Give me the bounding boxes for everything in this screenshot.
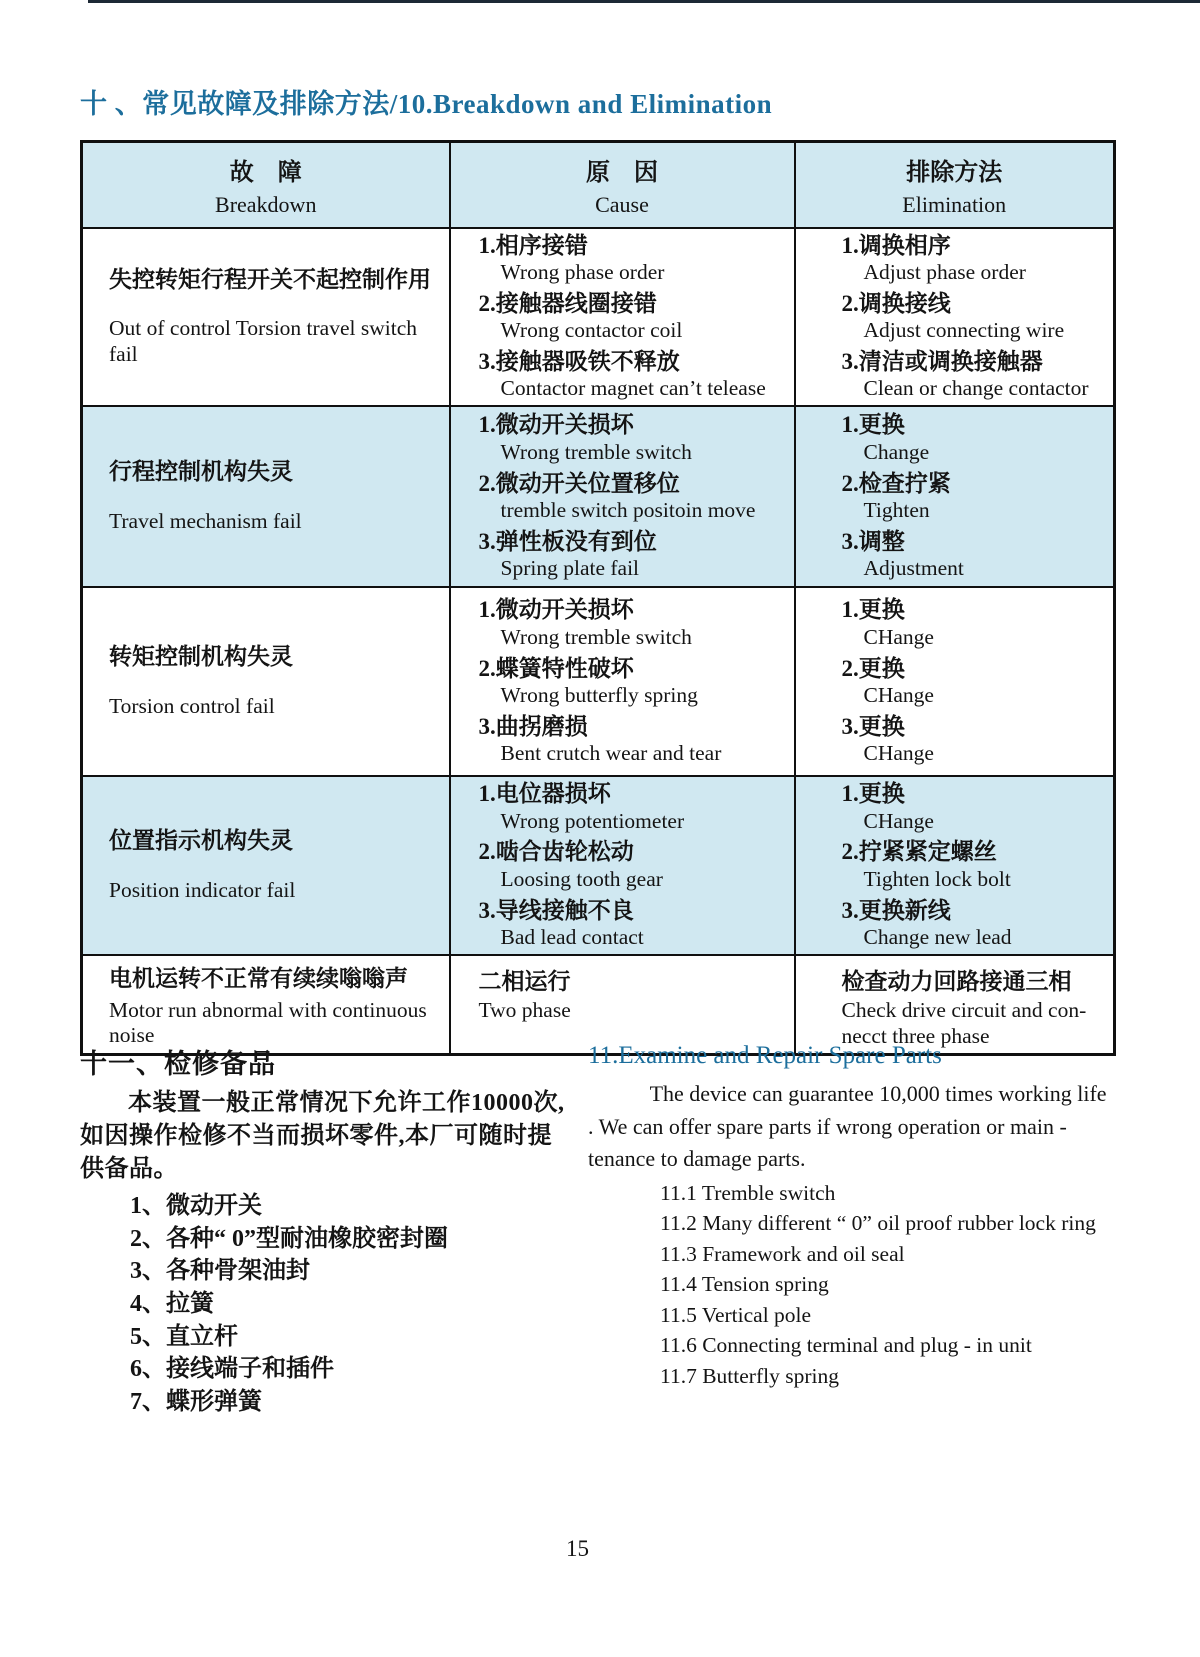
section10-title-en: 10.Breakdown and Elimination [397,89,773,119]
remedy-item-en: Adjust connecting wire [863,318,1065,343]
cause-item-en: Spring plate fail [500,556,640,581]
column-header [795,142,1115,228]
spare-part-item-en: 11.6 Connecting terminal and plug - in unit [660,1333,1032,1358]
cause-item [479,595,788,650]
fault-text-en: Travel mechanism fail [109,509,302,534]
cause-item-zh: 3.弹性板没有到位 [478,528,657,554]
remedy-item-zh: 2.更换 [841,655,905,681]
remedy-item [842,654,1108,709]
remedy-item [842,595,1108,650]
remedy-item-en: Change new lead [863,925,1012,950]
cause-item-en: Bent crutch wear and tear [500,741,722,766]
section11-en-heading: 11.Examine and Repair Spare Parts [588,1042,942,1069]
remedy-cell [795,587,1115,776]
fault-table [80,140,1116,1056]
cause-item-zh: 3.接触器吸铁不释放 [478,348,680,374]
remedy-item-en: Change [863,439,930,464]
remedy-item [842,967,1108,1050]
spare-part-item-zh: 4、拉簧 [130,1290,214,1317]
cause-item [479,527,788,582]
cause-item [479,469,788,524]
remedy-item [842,231,1108,286]
cause-item-zh: 1.电位器损坏 [478,781,611,807]
remedy-item [842,410,1108,465]
remedy-item-zh: 检查动力回路接通三相 [841,968,1072,994]
remedy-item-en: CHange [863,624,934,649]
section11-zh-column [80,1042,566,1418]
cause-item-zh: 1.微动开关损坏 [478,597,634,623]
cause-item-zh: 3.曲拐磨损 [478,713,588,739]
cause-item-en: tremble switch positoin move [500,498,756,523]
column-header [82,142,450,228]
cause-cell [450,776,795,955]
spare-part-item-en: 11.2 Many different “ 0” oil proof rubber lock ring [660,1211,1096,1236]
remedy-cell [795,406,1115,587]
remedy-item-en: CHange [863,683,934,708]
cause-item-zh: 2.啮合齿轮松动 [478,839,634,865]
cause-item-zh: 2.接触器线圈接错 [478,290,657,316]
spare-part-item-en: 11.1 Tremble switch [660,1180,836,1205]
remedy-item-en: Tighten lock bolt [863,866,1011,891]
remedy-item-zh: 2.调换接线 [841,290,951,316]
remedy-item [842,712,1108,767]
fault-text-zh: 行程控制机构失灵 [109,459,293,485]
fault-table-header [82,142,1115,228]
column-header-en: Breakdown [215,191,317,217]
section10-title [80,82,772,121]
remedy-cell [795,955,1115,1055]
fault-cell [82,228,450,407]
cause-item-zh: 1.相序接错 [478,232,588,258]
remedy-item [842,527,1108,582]
cause-item [479,779,788,834]
section11-zh-paragraph: 本装置一般正常情况下允许工作10000次,如因操作检修不当而损坏零件,本厂可随时提供备品。 [80,1090,565,1182]
spare-part-item-zh: 3、各种骨架油封 [130,1258,310,1285]
cause-item-zh: 1.微动开关损坏 [478,412,634,438]
section11-en-list [588,1178,1116,1392]
cause-item-en: Wrong tremble switch [500,624,692,649]
remedy-item-zh: 2.检查拧紧 [841,470,951,496]
cause-cell [450,587,795,776]
fault-cell [82,955,450,1055]
cause-item-en: Loosing tooth gear [500,866,663,891]
fault-text-zh: 失控转矩行程开关不起控制作用 [109,266,431,292]
fault-text-zh: 电机运转不正常有续续嗡嗡声 [109,965,408,991]
spare-part-item-zh: 7、蝶形弹簧 [130,1388,262,1415]
cause-item [479,967,788,1024]
remedy-item-zh: 1.更换 [841,597,905,623]
page-top-border [88,0,1200,3]
fault-cell [82,406,450,587]
cause-item-en: Two phase [478,998,571,1023]
section10-title-zh: 十 、常见故障及排除方法/ [80,89,398,119]
spare-part-item-zh: 5、直立杆 [130,1323,238,1350]
cause-item [479,231,788,286]
fault-text-en: Motor run abnormal with continuous noise [109,997,427,1048]
header-row [82,142,1115,228]
remedy-item-zh: 3.调整 [841,528,905,554]
remedy-item-zh: 1.调换相序 [841,232,951,258]
remedy-item [842,469,1108,524]
section11-zh-heading: 十一、检修备品 [80,1049,276,1079]
spare-part-item-en: 11.4 Tension spring [660,1272,829,1297]
remedy-item [842,896,1108,951]
fault-cell [82,587,450,776]
cause-item-en: Wrong phase order [500,259,665,284]
cause-item-en: Bad lead contact [500,925,644,950]
spare-part-item-en: 11.7 Butterfly spring [660,1363,839,1388]
table-row [82,228,1115,407]
remedy-item-zh: 1.更换 [841,412,905,438]
spare-part-item-zh: 2、各种“ 0”型耐油橡胶密封圈 [130,1225,448,1252]
remedy-item-zh: 3.清洁或调换接触器 [841,348,1043,374]
remedy-item-zh: 3.更换 [841,713,905,739]
section11-en-column [588,1042,1116,1391]
cause-item-en: Contactor magnet can’t telease [500,376,766,401]
fault-text-zh: 位置指示机构失灵 [109,828,293,854]
remedy-item [842,779,1108,834]
cause-item-zh: 2.微动开关位置移位 [478,470,680,496]
cause-cell [450,406,795,587]
remedy-item [842,837,1108,892]
remedy-item-en: Adjustment [863,556,964,581]
cause-item-zh: 二相运行 [478,968,571,994]
remedy-item-en: Check drive circuit and con-necct three phase [841,998,1087,1049]
column-header-zh: 故 障 [229,159,302,186]
remedy-item [842,289,1108,344]
fault-text-en: Out of control Torsion travel switch fail [109,316,418,367]
cause-item-en: Wrong tremble switch [500,439,692,464]
spare-part-item-zh: 6、接线端子和插件 [130,1356,334,1383]
cause-item-en: Wrong contactor coil [500,318,683,343]
remedy-cell [795,776,1115,955]
fault-text-zh: 转矩控制机构失灵 [109,644,293,670]
remedy-cell [795,228,1115,407]
cause-item [479,654,788,709]
remedy-item-en: CHange [863,741,934,766]
remedy-item-en: Clean or change contactor [863,376,1089,401]
table-row [82,406,1115,587]
cause-item-zh: 2.蝶簧特性破坏 [478,655,634,681]
cause-item-zh: 3.导线接触不良 [478,897,634,923]
remedy-item-en: Adjust phase order [863,259,1026,284]
cause-item-en: Wrong butterfly spring [500,683,698,708]
section11-en-paragraph: The device can guarantee 10,000 times working life . We can offer spare parts if wrong operation or main -tenance to damage parts. [588,1081,1107,1172]
table-row [82,955,1115,1055]
fault-cell [82,776,450,955]
column-header [450,142,795,228]
page-number: 15 [566,1536,589,1561]
remedy-item-zh: 2.拧紧紧定螺丝 [841,839,997,865]
cause-item [479,289,788,344]
cause-item [479,410,788,465]
remedy-item-en: CHange [863,808,934,833]
cause-item [479,712,788,767]
cause-item [479,347,788,402]
fault-text-en: Position indicator fail [109,878,296,903]
cause-item [479,896,788,951]
remedy-item [842,347,1108,402]
cause-item [479,837,788,892]
spare-part-item-en: 11.5 Vertical pole [660,1302,812,1327]
remedy-item-zh: 1.更换 [841,781,905,807]
table-row [82,776,1115,955]
section11-zh-list [80,1190,566,1418]
cause-cell [450,228,795,407]
column-header-zh: 排除方法 [906,159,1003,186]
cause-cell [450,955,795,1055]
fault-text-en: Torsion control fail [109,694,275,719]
cause-item-en: Wrong potentiometer [500,808,685,833]
column-header-en: Cause [595,191,649,217]
remedy-item-zh: 3.更换新线 [841,897,951,923]
column-header-en: Elimination [902,191,1007,217]
column-header-zh: 原 因 [586,159,658,186]
spare-part-item-en: 11.3 Framework and oil seal [660,1241,905,1266]
table-row [82,587,1115,776]
fault-table-body [82,228,1115,1055]
remedy-item-en: Tighten [863,498,930,523]
spare-part-item-zh: 1、微动开关 [130,1193,262,1219]
